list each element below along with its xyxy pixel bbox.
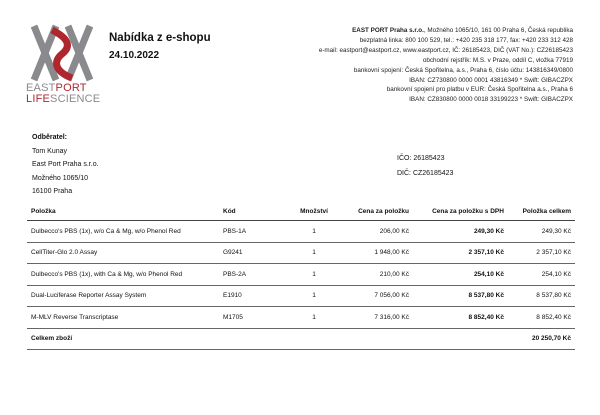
total-label: Celkem zboží xyxy=(27,328,508,350)
brand-eastport: EASTPORT xyxy=(26,82,87,94)
customer-label: Odběratel: xyxy=(32,134,68,141)
company-line-1: EAST PORT Praha s.r.o., Možného 1065/10, 161 00 Praha 6, Česká republika xyxy=(352,27,573,34)
item-price-vat: 8 537,80 Kč xyxy=(413,285,508,307)
items-table xyxy=(27,205,575,350)
item-total: 254,10 Kč xyxy=(508,264,575,286)
item-code: PBS-1A xyxy=(219,221,285,243)
item-price: 206,00 Kč xyxy=(343,221,413,243)
item-qty: 1 xyxy=(285,264,343,286)
dic-value: DIČ: CZ26185423 xyxy=(397,169,454,177)
item-code: E1910 xyxy=(219,285,285,307)
item-code: PBS-2A xyxy=(219,264,285,286)
item-total: 249,30 Kč xyxy=(508,221,575,243)
item-price-vat: 8 852,40 Kč xyxy=(413,307,508,329)
item-price-vat: 249,30 Kč xyxy=(413,221,508,243)
company-line-3: e-mail: eastport@eastport.cz, www.eastport.cz, IČ: 26185423, DIČ (VAT No.): CZ26185423 xyxy=(318,46,573,54)
customer-ids xyxy=(397,152,453,181)
item-qty: 1 xyxy=(285,242,343,264)
customer-name: Tom Kunay xyxy=(32,147,68,155)
company-line-7: bankovní spojení pro platbu v EUR: Česká Spořitelna a.s., Praha 6 xyxy=(386,86,573,94)
dna-x-logo-icon xyxy=(28,24,96,82)
company-line-2: bezplatná linka: 800 100 529, tel.: +420 235 318 177, fax: +420 233 312 428 xyxy=(359,36,573,44)
item-name: Dulbecco's PBS (1x), with Ca & Mg, w/o Phenol Red xyxy=(27,264,219,286)
customer-city: 16100 Praha xyxy=(32,188,73,195)
company-info xyxy=(319,26,573,105)
customer-block xyxy=(32,131,99,199)
total-value: 20 250,70 Kč xyxy=(508,328,575,350)
brand-lifescience: LIFESCIENCE xyxy=(26,93,101,105)
item-total: 8 852,40 Kč xyxy=(508,307,575,329)
total-row xyxy=(27,328,575,350)
col-header-price-vat: Cena za položku s DPH xyxy=(413,205,508,221)
item-price: 7 056,00 Kč xyxy=(343,285,413,307)
col-header-item: Položka xyxy=(27,205,219,221)
ico-value: IČO: 26185423 xyxy=(397,155,445,162)
table-row xyxy=(27,307,575,329)
col-header-total: Položka celkem xyxy=(508,205,575,221)
customer-street: Možného 1065/10 xyxy=(32,174,89,182)
table-row xyxy=(27,242,575,264)
company-line-6: IBAN: CZ730800 0000 0001 43816349 * Swift: GIBACZPX xyxy=(409,76,573,84)
table-header-row xyxy=(27,205,575,221)
item-total: 2 357,10 Kč xyxy=(508,242,575,264)
item-name: Dulbecco's PBS (1x), w/o Ca & Mg, w/o Phenol Red xyxy=(27,221,219,243)
customer-company: East Port Praha s.r.o. xyxy=(32,161,99,168)
item-name: CellTiter-Glo 2.0 Assay xyxy=(27,242,219,264)
item-code: M1705 xyxy=(219,307,285,329)
item-price-vat: 2 357,10 Kč xyxy=(413,242,508,264)
table-row xyxy=(27,285,575,307)
item-price-vat: 254,10 Kč xyxy=(413,264,508,286)
company-line-8: IBAN: CZ830800 0000 0018 33199223 * Swift: GIBACZPX xyxy=(409,96,573,104)
company-line-5: bankovní spojení: Česká Spořitelna, a.s., Praha 6, číslo účtu: 143816349/0800 xyxy=(353,66,573,74)
col-header-qty: Množství xyxy=(285,205,343,221)
item-qty: 1 xyxy=(285,221,343,243)
item-qty: 1 xyxy=(285,285,343,307)
item-name: M-MLV Reverse Transcriptase xyxy=(27,307,219,329)
item-price: 7 316,00 Kč xyxy=(343,307,413,329)
item-price: 1 948,00 Kč xyxy=(343,242,413,264)
item-name: Dual-Luciferase Reporter Assay System xyxy=(27,285,219,307)
col-header-price: Cena za položku xyxy=(343,205,413,221)
item-code: G9241 xyxy=(219,242,285,264)
item-qty: 1 xyxy=(285,307,343,329)
table-row xyxy=(27,264,575,286)
col-header-code: Kód xyxy=(219,205,285,221)
item-price: 210,00 Kč xyxy=(343,264,413,286)
item-total: 8 537,80 Kč xyxy=(508,285,575,307)
company-line-4: obchodní rejstřík: M.S. v Praze, oddíl C, vložka 77919 xyxy=(422,56,573,64)
document-date: 24.10.2022 xyxy=(109,50,160,61)
table-row xyxy=(27,221,575,243)
document-title: Nabídka z e-shopu xyxy=(109,32,211,44)
